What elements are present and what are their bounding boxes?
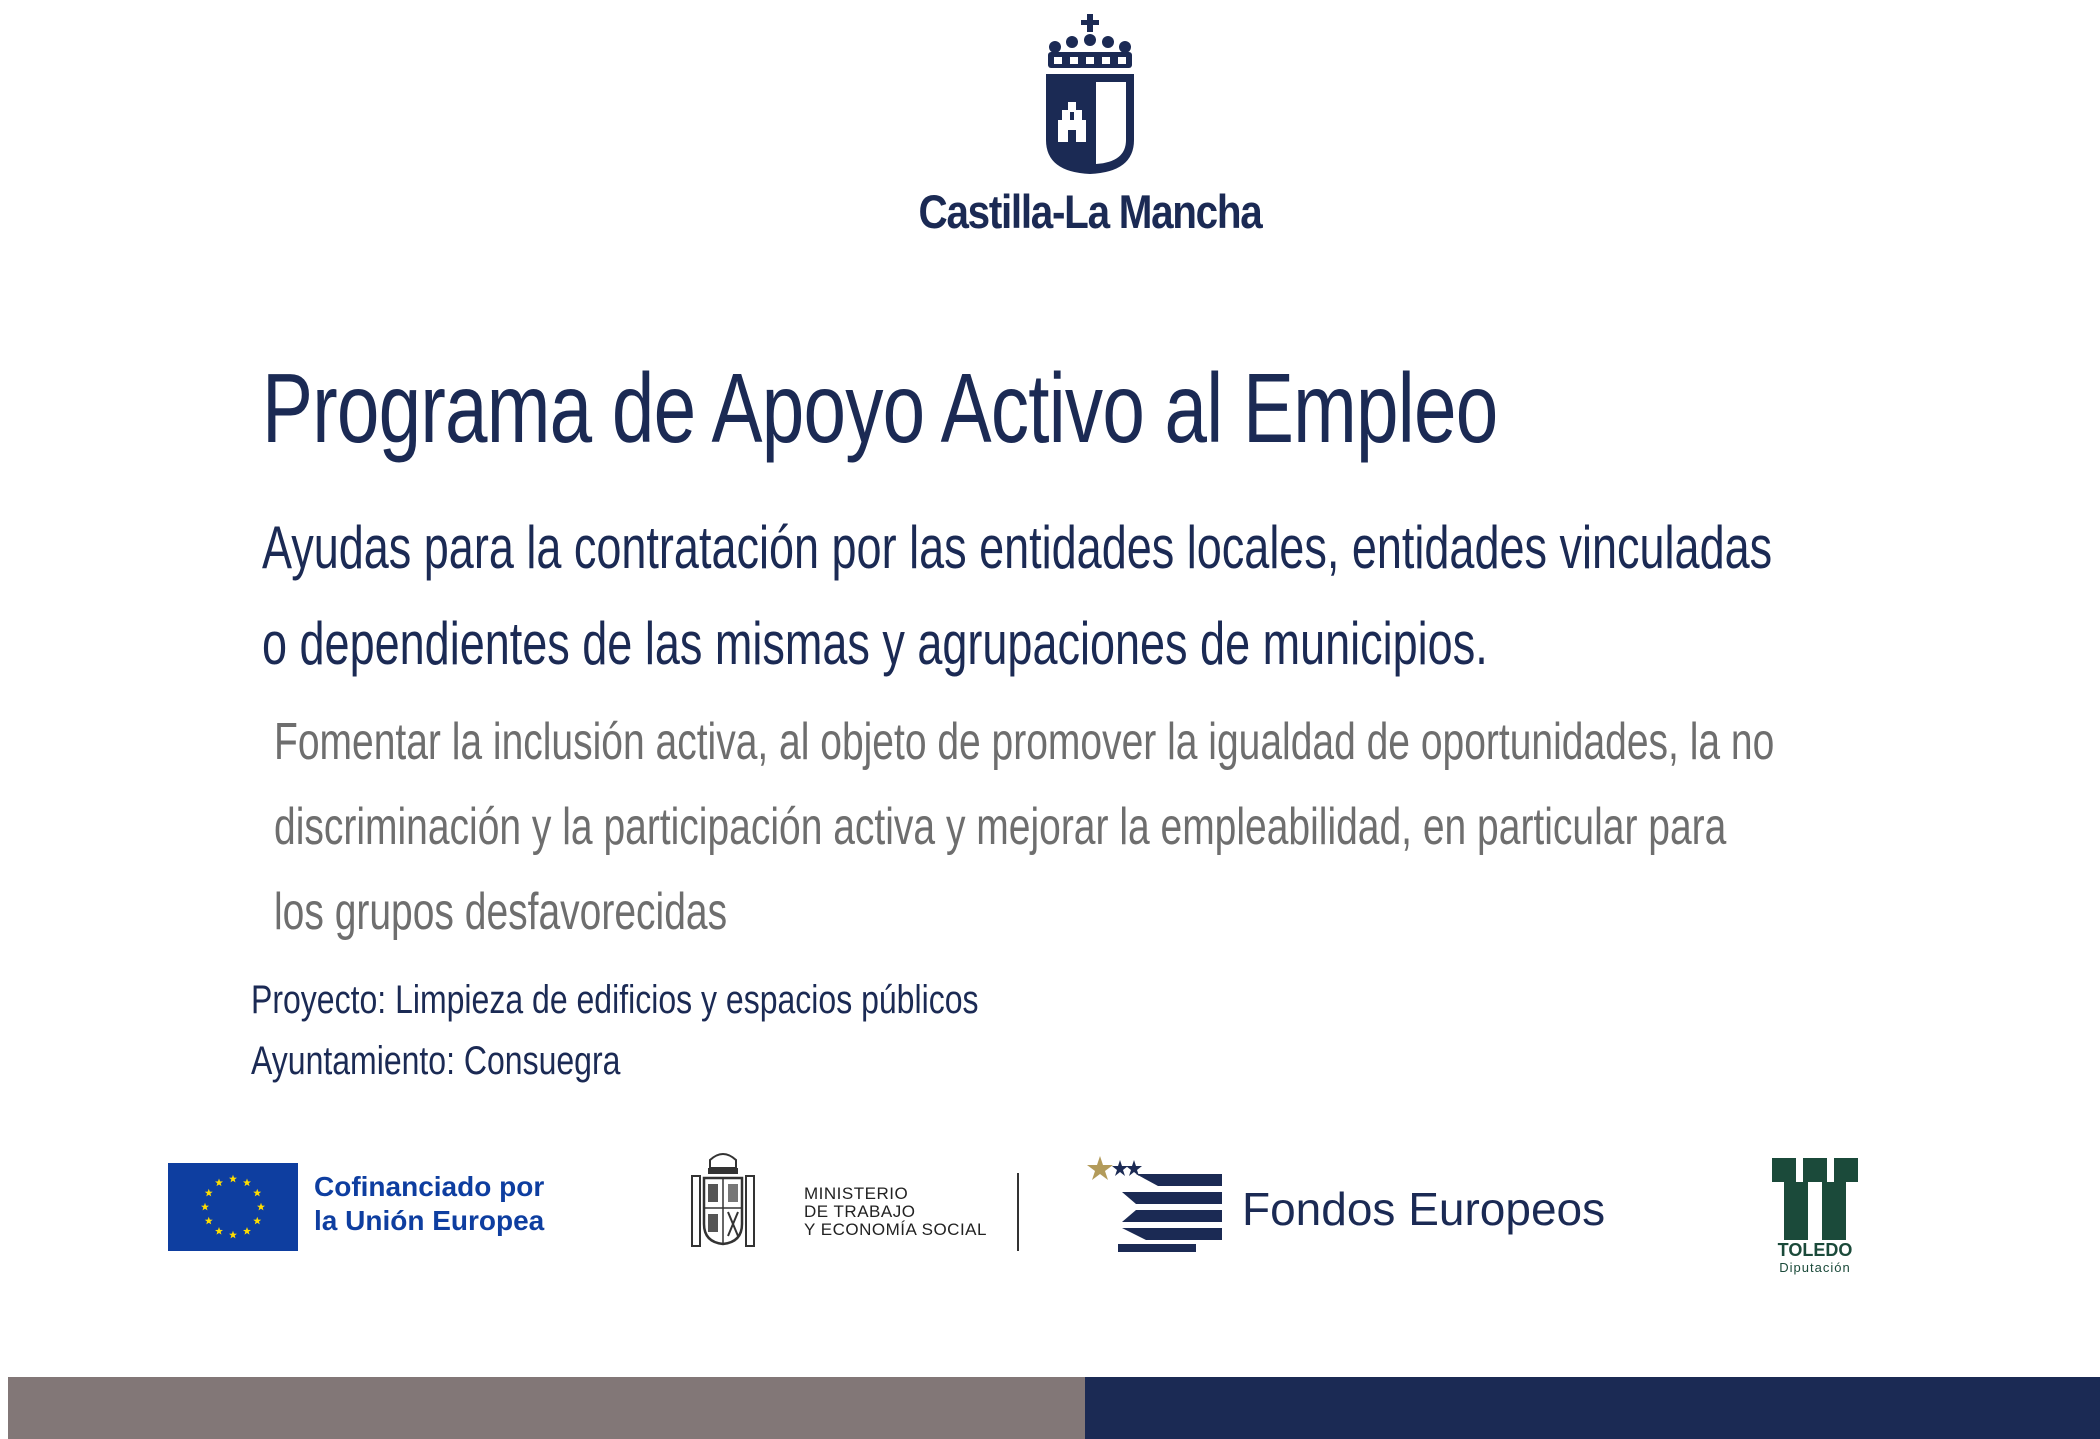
subtitle [262,500,1792,692]
eu-cofinancing-label [314,1170,544,1238]
project-line: Proyecto: Limpieza de edificios y espacios públicos [251,978,979,1022]
project-info [251,970,978,1092]
objective-line: los grupos desfavorecidas [274,883,728,941]
ministry-line: MINISTERIO [804,1184,909,1203]
eu-flag-icon [168,1163,298,1251]
footer-bar-gray [8,1377,1085,1439]
fondos-europeos-label: Fondos Europeos [1242,1183,1606,1235]
footer-bar-navy [1085,1377,2100,1439]
ministry-line: DE TRABAJO [804,1202,916,1221]
castilla-la-mancha-shield-icon [1040,12,1140,180]
toledo-name: TOLEDO [1777,1240,1853,1260]
ministry-label [804,1185,987,1239]
objective-line: Fomentar la inclusión activa, al objeto de promover la igualdad de oportunidades, la no [274,713,1775,771]
toledo-subtitle: Diputación [1779,1260,1851,1275]
region-wordmark: Castilla-La Mancha [918,185,1262,238]
logo-divider [1017,1173,1019,1251]
fondos-europeos-icon [1086,1156,1222,1252]
subtitle-line: o dependientes de las mismas y agrupaciones de municipios. [262,610,1488,677]
spain-coat-of-arms-icon [690,1146,756,1254]
objective-text [274,700,1849,955]
municipality-line: Ayuntamiento: Consuegra [251,1039,621,1083]
page-title: Programa de Apoyo Activo al Empleo [262,353,1498,463]
objective-line: discriminación y la participación activa y mejorar la empleabilidad, en particular para [274,798,1727,856]
subtitle-line: Ayudas para la contratación por las entidades locales, entidades vinculadas [262,514,1773,581]
ministry-line: Y ECONOMÍA SOCIAL [804,1220,987,1239]
toledo-diputacion-icon [1772,1158,1858,1240]
eu-line: la Unión Europea [314,1205,545,1236]
eu-line: Cofinanciado por [314,1171,545,1202]
